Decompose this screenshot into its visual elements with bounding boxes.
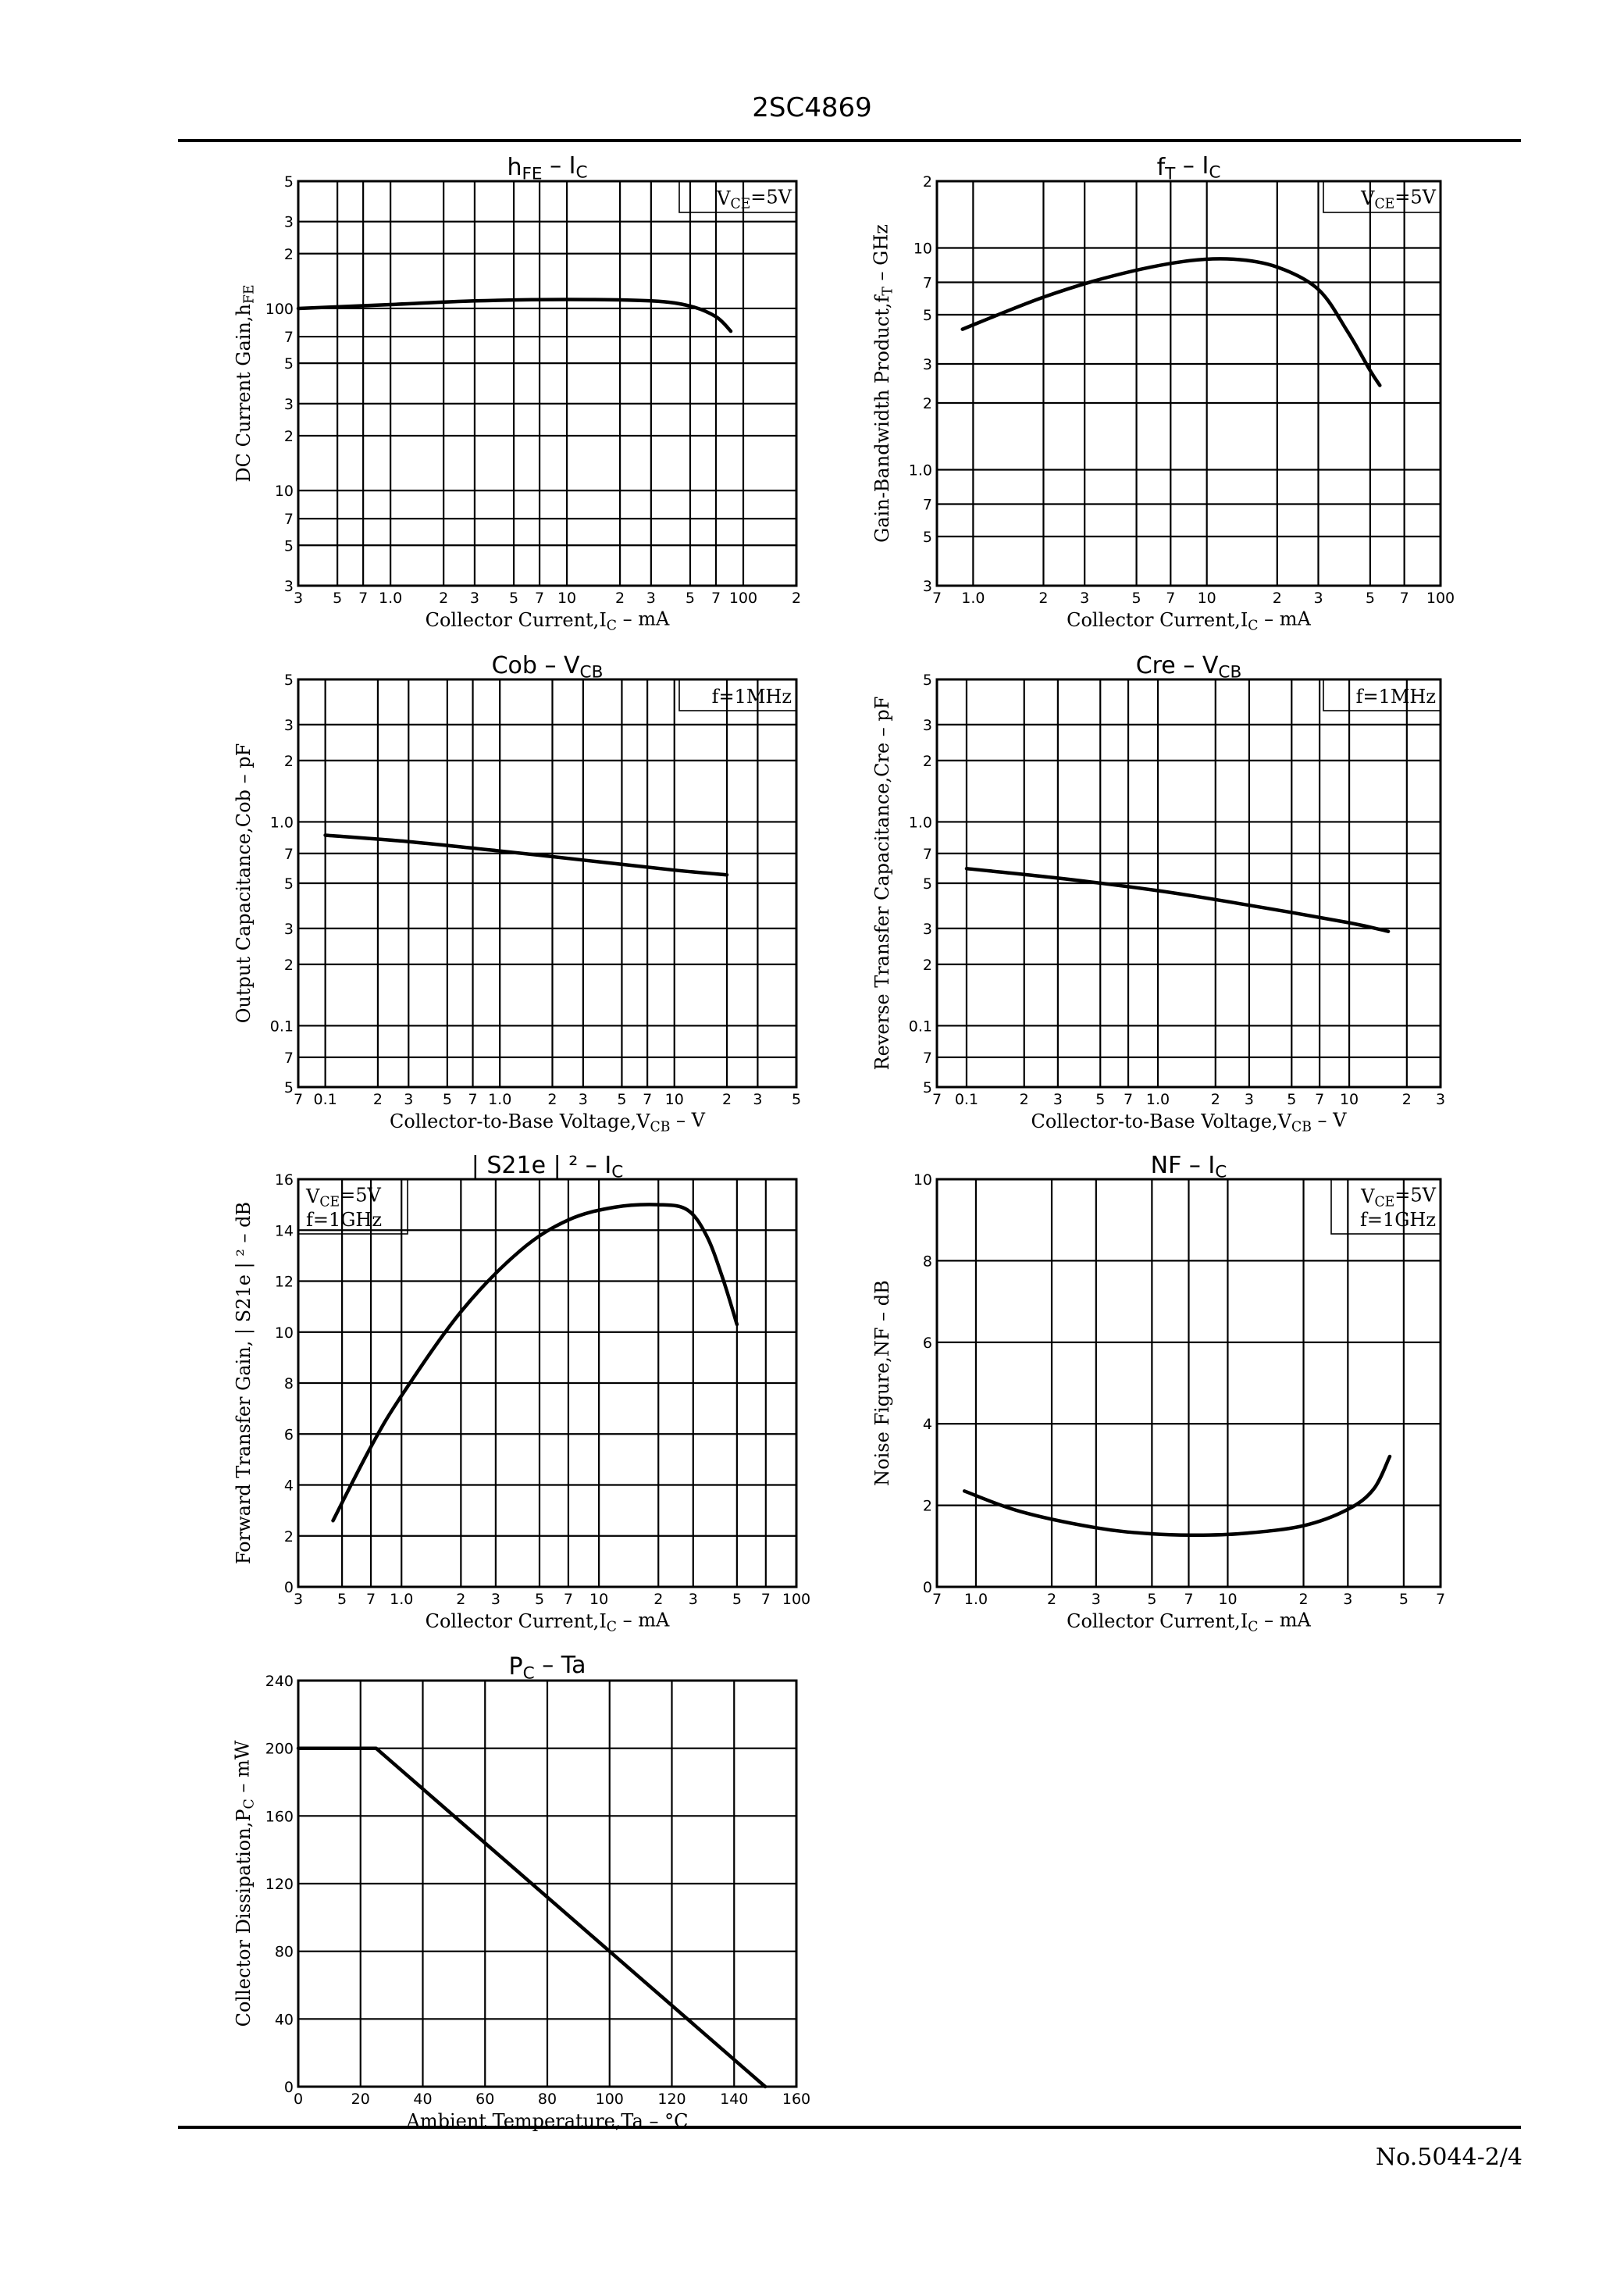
pc-ta-y-tick-label: 160 xyxy=(265,1808,294,1826)
cre-vcb-y-tick-label: 0.1 xyxy=(908,1018,932,1036)
cob-vcb-y-tick-label: 3 xyxy=(283,716,294,734)
nf-ic-y-tick-label: 10 xyxy=(913,1171,932,1189)
hfe-ic-y-axis-label: DC Current Gain,hFE xyxy=(233,284,258,483)
s21e-ic-x-tick-label: 1.0 xyxy=(390,1591,414,1608)
cre-vcb-x-tick-label: 5 xyxy=(1095,1091,1106,1108)
cob-vcb-y-tick-label: 0.1 xyxy=(269,1018,294,1036)
ft-ic-x-tick-label: 7 xyxy=(931,590,942,607)
pc-ta-chart xyxy=(231,1652,810,2132)
hfe-ic-condition-label: VCE=5V xyxy=(717,186,792,212)
cob-vcb-x-tick-label: 5 xyxy=(617,1091,627,1108)
s21e-ic-x-tick-label: 100 xyxy=(782,1591,811,1608)
pc-ta-x-tick-label: 140 xyxy=(720,2091,749,2108)
cre-vcb-x-tick-label: 7 xyxy=(1315,1091,1325,1108)
cob-vcb-y-tick-label: 7 xyxy=(283,1049,294,1067)
cob-vcb-x-tick-label: 2 xyxy=(547,1091,557,1108)
ft-ic-x-tick-label: 5 xyxy=(1131,590,1141,607)
pc-ta-x-tick-label: 160 xyxy=(782,2091,811,2108)
s21e-ic-y-tick-label: 16 xyxy=(274,1171,294,1189)
hfe-ic-x-tick-label: 3 xyxy=(469,590,479,607)
hfe-ic-x-tick-label: 5 xyxy=(509,590,519,607)
ft-ic-x-tick-label: 7 xyxy=(1399,590,1409,607)
cob-vcb-x-tick-label: 2 xyxy=(372,1091,383,1108)
pc-ta-x-tick-label: 60 xyxy=(475,2091,495,2108)
s21e-ic-condition-label: f=1GHz xyxy=(306,1209,383,1231)
ft-ic-y-tick-label: 10 xyxy=(913,240,932,258)
cob-vcb-x-tick-label: 5 xyxy=(442,1091,452,1108)
nf-ic-y-tick-label: 8 xyxy=(922,1253,932,1271)
pc-ta-series-curve xyxy=(298,1749,765,2087)
s21e-ic-y-tick-label: 8 xyxy=(283,1375,294,1392)
cre-vcb-y-tick-label: 7 xyxy=(922,1049,932,1067)
nf-ic-x-tick-label: 7 xyxy=(1184,1591,1194,1608)
s21e-ic-x-tick-label: 5 xyxy=(337,1591,347,1608)
hfe-ic-x-tick-label: 2 xyxy=(439,590,449,607)
cob-vcb-y-tick-label: 5 xyxy=(283,875,294,893)
ft-ic-y-tick-label: 5 xyxy=(922,528,932,546)
cre-vcb-series-curve xyxy=(967,868,1388,932)
nf-ic-series-curve xyxy=(964,1456,1390,1535)
s21e-ic-x-axis-label: Collector Current,IC – mA xyxy=(425,1609,670,1635)
hfe-ic-x-tick-label: 100 xyxy=(728,590,758,607)
cre-vcb-x-tick-label: 2 xyxy=(1019,1091,1029,1108)
nf-ic-condition-label: f=1GHz xyxy=(1359,1209,1436,1231)
pc-ta-y-tick-label: 120 xyxy=(265,1876,294,1893)
cob-vcb-x-tick-label: 10 xyxy=(664,1091,684,1108)
nf-ic-x-tick-label: 3 xyxy=(1343,1591,1353,1608)
nf-ic-y-tick-label: 2 xyxy=(922,1497,932,1515)
s21e-ic-series-curve xyxy=(333,1204,737,1520)
nf-ic-x-tick-label: 5 xyxy=(1398,1591,1409,1608)
s21e-ic-chart-title: | S21e | ² – IC xyxy=(471,1152,624,1182)
nf-ic-chart xyxy=(871,1152,1445,1635)
ft-ic-y-tick-label: 3 xyxy=(922,578,932,595)
s21e-ic-x-tick-label: 3 xyxy=(293,1591,304,1608)
cre-vcb-x-tick-label: 3 xyxy=(1052,1091,1063,1108)
cre-vcb-y-tick-label: 7 xyxy=(922,845,932,863)
hfe-ic-y-tick-label: 5 xyxy=(283,173,294,191)
cob-vcb-x-tick-label: 7 xyxy=(468,1091,478,1108)
ft-ic-chart xyxy=(870,152,1455,633)
cob-vcb-y-axis-label: Output Capacitance,Cob – pF xyxy=(233,743,255,1024)
ft-ic-x-axis-label: Collector Current,IC – mA xyxy=(1067,608,1311,634)
nf-ic-chart-title: NF – IC xyxy=(1150,1152,1227,1182)
cob-vcb-x-tick-label: 0.1 xyxy=(313,1091,337,1108)
cre-vcb-chart xyxy=(871,652,1445,1135)
nf-ic-x-tick-label: 2 xyxy=(1298,1591,1309,1608)
hfe-ic-plot-frame xyxy=(298,181,796,586)
s21e-ic-x-tick-label: 2 xyxy=(654,1591,664,1608)
s21e-ic-y-tick-label: 6 xyxy=(283,1426,294,1444)
s21e-ic-y-tick-label: 2 xyxy=(283,1528,294,1545)
cre-vcb-x-tick-label: 2 xyxy=(1210,1091,1220,1108)
hfe-ic-x-tick-label: 3 xyxy=(646,590,656,607)
cre-vcb-x-axis-label: Collector-to-Base Voltage,VCB – V xyxy=(1031,1109,1347,1135)
hfe-ic-x-tick-label: 7 xyxy=(535,590,545,607)
nf-ic-x-axis-label: Collector Current,IC – mA xyxy=(1067,1609,1311,1635)
hfe-ic-y-tick-label: 100 xyxy=(265,300,294,318)
cre-vcb-y-tick-label: 2 xyxy=(922,752,932,770)
hfe-ic-y-tick-label: 7 xyxy=(283,511,294,529)
nf-ic-x-tick-label: 7 xyxy=(931,1591,942,1608)
cre-vcb-x-tick-label: 7 xyxy=(1124,1091,1134,1108)
hfe-ic-x-tick-label: 2 xyxy=(791,590,802,607)
hfe-ic-y-tick-label: 10 xyxy=(274,483,294,501)
pc-ta-x-tick-label: 20 xyxy=(351,2091,370,2108)
s21e-ic-condition-label: VCE=5V xyxy=(306,1184,381,1210)
hfe-ic-x-tick-label: 3 xyxy=(293,590,304,607)
hfe-ic-y-tick-label: 3 xyxy=(283,213,294,231)
cre-vcb-y-tick-label: 3 xyxy=(922,716,932,734)
pc-ta-x-tick-label: 80 xyxy=(537,2091,557,2108)
cob-vcb-x-tick-label: 7 xyxy=(293,1091,304,1108)
pc-ta-y-tick-label: 0 xyxy=(283,2079,294,2096)
ft-ic-y-tick-label: 7 xyxy=(922,274,932,292)
nf-ic-x-tick-label: 10 xyxy=(1218,1591,1238,1608)
s21e-ic-x-tick-label: 2 xyxy=(456,1591,466,1608)
cre-vcb-x-tick-label: 5 xyxy=(1287,1091,1297,1108)
hfe-ic-x-tick-label: 7 xyxy=(358,590,369,607)
cre-vcb-x-tick-label: 0.1 xyxy=(954,1091,979,1108)
cre-vcb-chart-title: Cre – VCB xyxy=(1135,652,1242,683)
ft-ic-y-tick-label: 5 xyxy=(922,306,932,324)
hfe-ic-y-tick-label: 5 xyxy=(283,355,294,373)
ft-ic-x-tick-label: 3 xyxy=(1313,590,1323,607)
ft-ic-x-tick-label: 100 xyxy=(1426,590,1455,607)
cre-vcb-condition-label: f=1MHz xyxy=(1355,686,1436,708)
cob-vcb-x-tick-label: 7 xyxy=(643,1091,653,1108)
s21e-ic-chart xyxy=(233,1152,810,1635)
cob-vcb-chart-title: Cob – VCB xyxy=(491,652,604,683)
hfe-ic-y-tick-label: 2 xyxy=(283,427,294,445)
s21e-ic-y-tick-label: 4 xyxy=(283,1477,294,1495)
pc-ta-y-tick-label: 240 xyxy=(265,1673,294,1690)
ft-ic-condition-label: VCE=5V xyxy=(1361,186,1436,212)
ft-ic-x-tick-label: 3 xyxy=(1080,590,1090,607)
cob-vcb-x-tick-label: 3 xyxy=(404,1091,414,1108)
ft-ic-x-tick-label: 2 xyxy=(1272,590,1282,607)
cob-vcb-x-axis-label: Collector-to-Base Voltage,VCB – V xyxy=(389,1109,706,1135)
pc-ta-x-axis-label: Ambient Temperature,Ta – °C xyxy=(406,2110,689,2132)
cre-vcb-x-tick-label: 10 xyxy=(1339,1091,1359,1108)
ft-ic-y-tick-label: 3 xyxy=(922,355,932,373)
nf-ic-y-tick-label: 6 xyxy=(922,1334,932,1352)
nf-ic-x-tick-label: 5 xyxy=(1147,1591,1157,1608)
nf-ic-x-tick-label: 7 xyxy=(1435,1591,1446,1608)
ft-ic-y-tick-label: 7 xyxy=(922,496,932,514)
nf-ic-x-tick-label: 1.0 xyxy=(963,1591,988,1608)
ft-ic-x-tick-label: 2 xyxy=(1038,590,1049,607)
cre-vcb-y-tick-label: 3 xyxy=(922,920,932,938)
pc-ta-x-tick-label: 120 xyxy=(657,2091,686,2108)
ft-ic-x-tick-label: 10 xyxy=(1197,590,1216,607)
cob-vcb-y-tick-label: 2 xyxy=(283,752,294,770)
hfe-ic-chart xyxy=(233,152,801,633)
cob-vcb-y-tick-label: 1.0 xyxy=(269,814,294,832)
s21e-ic-x-tick-label: 7 xyxy=(366,1591,376,1608)
ft-ic-y-tick-label: 2 xyxy=(922,173,932,191)
cre-vcb-y-tick-label: 2 xyxy=(922,956,932,974)
s21e-ic-y-axis-label: Forward Transfer Gain, | S21e | ² – dB xyxy=(233,1201,255,1565)
nf-ic-y-tick-label: 4 xyxy=(922,1416,932,1434)
nf-ic-x-tick-label: 2 xyxy=(1046,1591,1057,1608)
hfe-ic-x-tick-label: 7 xyxy=(710,590,721,607)
nf-ic-y-axis-label: Noise Figure,NF – dB xyxy=(871,1280,893,1486)
cob-vcb-y-tick-label: 2 xyxy=(283,956,294,974)
cob-vcb-y-tick-label: 7 xyxy=(283,845,294,863)
hfe-ic-x-axis-label: Collector Current,IC – mA xyxy=(425,608,670,634)
ft-ic-plot-frame xyxy=(937,181,1441,586)
pc-ta-x-tick-label: 100 xyxy=(595,2091,624,2108)
hfe-ic-x-tick-label: 5 xyxy=(333,590,343,607)
hfe-ic-y-tick-label: 3 xyxy=(283,578,294,595)
pc-ta-x-tick-label: 0 xyxy=(293,2091,304,2108)
cob-vcb-series-curve xyxy=(326,836,727,875)
s21e-ic-x-tick-label: 3 xyxy=(490,1591,500,1608)
cre-vcb-x-tick-label: 1.0 xyxy=(1145,1091,1170,1108)
hfe-ic-x-tick-label: 2 xyxy=(615,590,625,607)
s21e-ic-y-tick-label: 0 xyxy=(283,1579,294,1596)
s21e-ic-y-tick-label: 14 xyxy=(274,1222,294,1240)
ft-ic-x-tick-label: 5 xyxy=(1365,590,1375,607)
hfe-ic-x-tick-label: 5 xyxy=(685,590,696,607)
cob-vcb-x-tick-label: 3 xyxy=(578,1091,588,1108)
hfe-ic-y-tick-label: 2 xyxy=(283,245,294,263)
ft-ic-x-tick-label: 7 xyxy=(1166,590,1176,607)
cob-vcb-y-tick-label: 5 xyxy=(283,672,294,689)
nf-ic-condition-label: VCE=5V xyxy=(1361,1184,1436,1210)
cob-vcb-y-tick-label: 5 xyxy=(283,1079,294,1096)
s21e-ic-y-tick-label: 10 xyxy=(274,1324,294,1342)
cob-vcb-x-tick-label: 3 xyxy=(753,1091,763,1108)
cre-vcb-y-axis-label: Reverse Transfer Capacitance,Cre – pF xyxy=(871,696,893,1071)
part-number-header: 2SC4869 xyxy=(752,92,872,123)
pc-ta-y-axis-label: Collector Dissipation,PC – mW xyxy=(231,1740,258,2027)
nf-ic-y-tick-label: 0 xyxy=(922,1579,932,1596)
ft-ic-y-axis-label: Gain-Bandwidth Product,fT – GHz xyxy=(870,224,896,543)
hfe-ic-x-tick-label: 10 xyxy=(557,590,577,607)
cob-vcb-x-tick-label: 2 xyxy=(721,1091,732,1108)
cob-vcb-x-tick-label: 1.0 xyxy=(488,1091,512,1108)
s21e-ic-x-tick-label: 7 xyxy=(760,1591,771,1608)
s21e-ic-x-tick-label: 10 xyxy=(589,1591,609,1608)
s21e-ic-x-tick-label: 7 xyxy=(563,1591,573,1608)
cre-vcb-y-tick-label: 5 xyxy=(922,672,932,689)
hfe-ic-x-tick-label: 1.0 xyxy=(379,590,403,607)
pc-ta-y-tick-label: 200 xyxy=(265,1740,294,1758)
pc-ta-y-tick-label: 40 xyxy=(274,2011,294,2029)
pc-ta-y-tick-label: 80 xyxy=(274,1943,294,1961)
cob-vcb-condition-label: f=1MHz xyxy=(711,686,792,708)
ft-ic-y-tick-label: 1.0 xyxy=(908,462,932,479)
cre-vcb-y-tick-label: 5 xyxy=(922,1079,932,1096)
cob-vcb-chart xyxy=(233,652,801,1135)
s21e-ic-x-tick-label: 5 xyxy=(732,1591,742,1608)
s21e-ic-y-tick-label: 12 xyxy=(274,1273,294,1291)
s21e-ic-x-tick-label: 5 xyxy=(534,1591,545,1608)
hfe-ic-y-tick-label: 5 xyxy=(283,537,294,555)
hfe-ic-chart-title: hFE – IC xyxy=(507,152,588,184)
cre-vcb-x-tick-label: 3 xyxy=(1435,1091,1446,1108)
cre-vcb-y-tick-label: 1.0 xyxy=(908,814,932,832)
cre-vcb-y-tick-label: 5 xyxy=(922,875,932,893)
cob-vcb-y-tick-label: 3 xyxy=(283,920,294,938)
s21e-ic-x-tick-label: 3 xyxy=(688,1591,698,1608)
ft-ic-chart-title: fT – IC xyxy=(1156,152,1221,184)
ft-ic-x-tick-label: 1.0 xyxy=(961,590,985,607)
hfe-ic-y-tick-label: 3 xyxy=(283,395,294,413)
nf-ic-x-tick-label: 3 xyxy=(1091,1591,1101,1608)
document-number: No.5044-2/4 xyxy=(1375,2144,1522,2171)
pc-ta-chart-title: PC – Ta xyxy=(508,1651,586,1684)
cre-vcb-x-tick-label: 3 xyxy=(1244,1091,1254,1108)
cob-vcb-x-tick-label: 5 xyxy=(791,1091,802,1108)
cre-vcb-x-tick-label: 7 xyxy=(931,1091,942,1108)
pc-ta-x-tick-label: 40 xyxy=(413,2091,433,2108)
ft-ic-y-tick-label: 2 xyxy=(922,395,932,413)
hfe-ic-y-tick-label: 7 xyxy=(283,329,294,347)
cre-vcb-x-tick-label: 2 xyxy=(1401,1091,1412,1108)
